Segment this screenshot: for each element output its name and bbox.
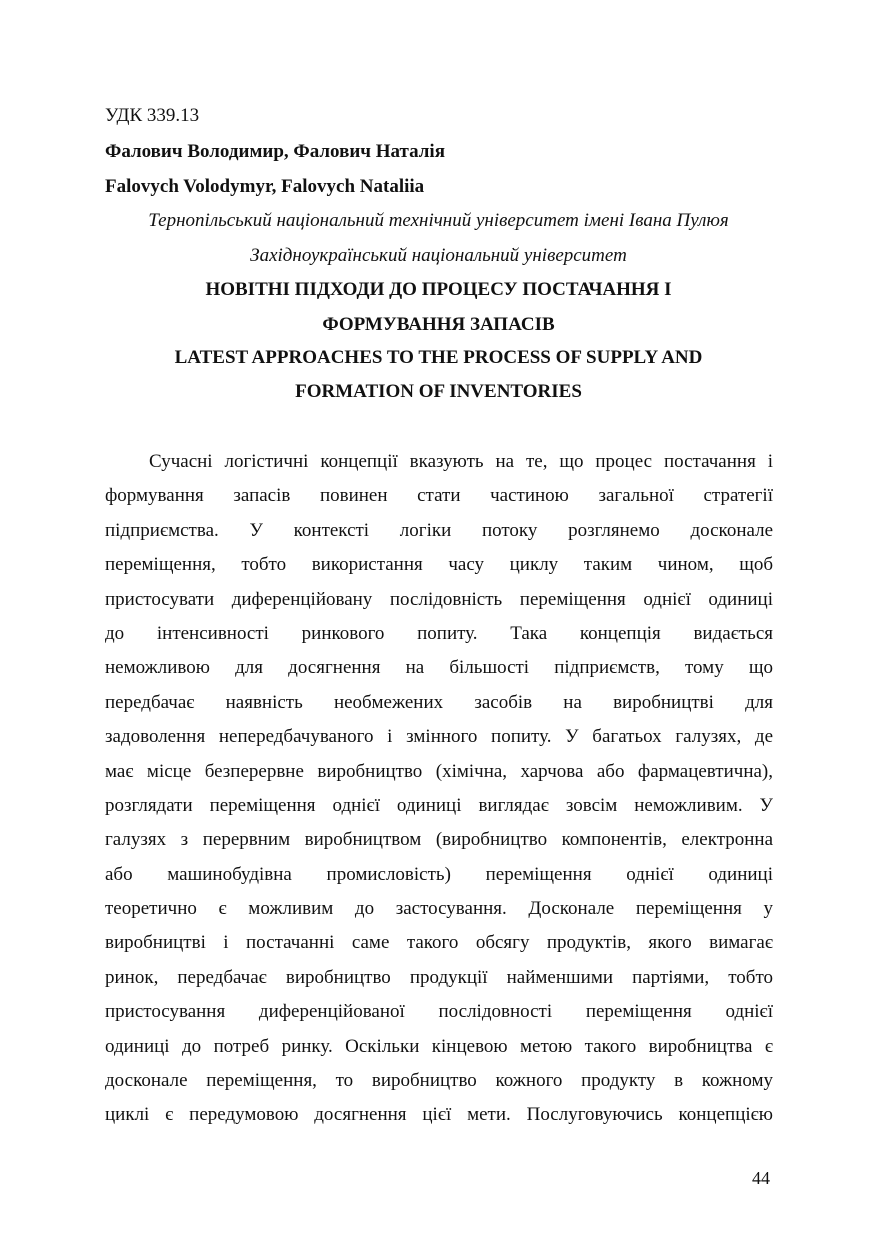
- body-line: циклі є передумовою досягнення цієї мети. Послуговуючись концепцією: [105, 1104, 773, 1126]
- title-english-line-2: FORMATION OF INVENTORIES: [295, 381, 582, 402]
- body-line: пристосувати диференційовану послідовність переміщення однієї одиниці: [105, 588, 773, 610]
- body-line: передбачає наявність необмежених засобів на виробництві для: [105, 691, 773, 713]
- page-number: 44: [752, 1168, 770, 1188]
- body-line: пристосування диференційованої послідовності переміщення однієї: [105, 1001, 773, 1023]
- body-line: досконале переміщення, то виробництво кожного продукту в кожному: [105, 1070, 773, 1092]
- body-line: галузях з перервним виробництвом (виробництво компонентів, електронна: [105, 829, 773, 851]
- body-line: має місце безперервне виробництво (хімічна, харчова або фармацевтична),: [105, 760, 773, 782]
- body-line: розглядати переміщення однієї одиниці виглядає зовсім неможливим. У: [105, 794, 773, 816]
- title-ukrainian-line-2: ФОРМУВАННЯ ЗАПАСІВ: [322, 314, 555, 335]
- body-line: ринок, передбачає виробництво продукції найменшими партіями, тобто: [105, 966, 773, 988]
- body-line: задоволення непередбачуваного і змінного попиту. У багатьох галузях, де: [105, 726, 773, 748]
- udk-code: УДК 339.13: [105, 105, 200, 126]
- title-ukrainian-line-1: НОВІТНІ ПІДХОДИ ДО ПРОЦЕСУ ПОСТАЧАННЯ І: [205, 279, 672, 300]
- body-paragraph: [105, 449, 773, 1137]
- body-line: до інтенсивності ринкового попиту. Така концепція видається: [105, 622, 773, 644]
- authors-english: Falovych Volodymyr, Falovych Nataliia: [105, 176, 425, 197]
- body-line: одиниці до потреб ринку. Оскільки кінцевою метою такого виробництва є: [105, 1035, 773, 1057]
- body-line: формування запасів повинен стати частиною загальної стратегії: [105, 485, 773, 507]
- body-line: переміщення, тобто використання часу циклу таким чином, щоб: [105, 554, 773, 576]
- body-line: або машинобудівна промисловість) переміщення однієї одиниці: [105, 863, 773, 885]
- authors-ukrainian: Фалович Володимир, Фалович Наталія: [105, 141, 445, 162]
- body-line: неможливою для досягнення на більшості підприємств, тому що: [105, 657, 773, 679]
- body-line: підприємства. У контексті логіки потоку розглянемо досконале: [105, 519, 773, 541]
- body-line: виробництві і постачанні саме такого обсягу продуктів, якого вимагає: [105, 932, 773, 954]
- title-english-line-1: LATEST APPROACHES TO THE PROCESS OF SUPPLY AND: [174, 347, 703, 368]
- body-line: Сучасні логістичні концепції вказують на те, що процес постачання і: [149, 451, 773, 472]
- affiliation-2: Західноукраїнський національний університет: [250, 245, 627, 266]
- body-line: теоретично є можливим до застосування. Досконале переміщення у: [105, 898, 773, 920]
- affiliation-1: Тернопільський національний технічний університет імені Івана Пулюя: [148, 210, 729, 231]
